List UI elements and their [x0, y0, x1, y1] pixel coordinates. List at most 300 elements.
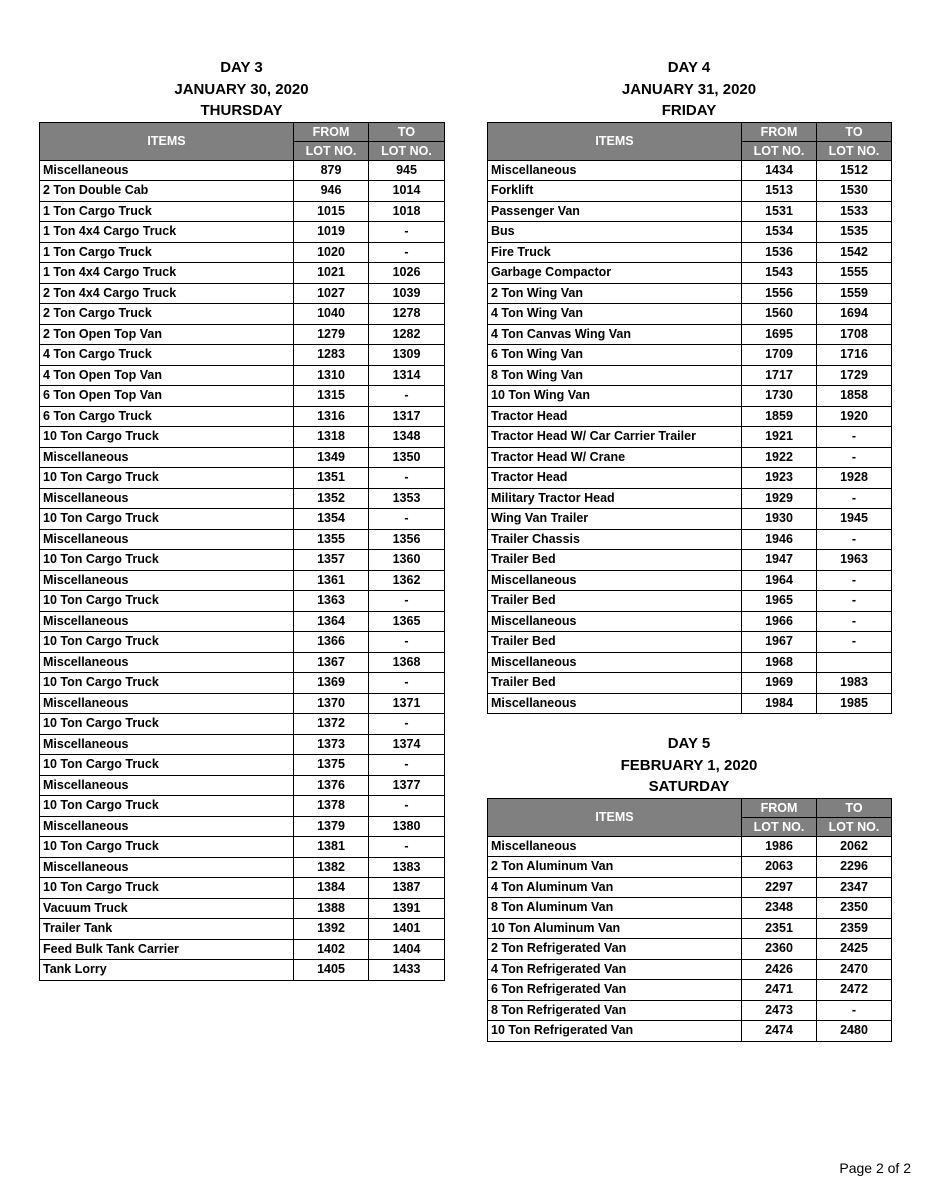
item-cell: Trailer Bed [488, 632, 742, 653]
from-lot-cell: 2348 [742, 898, 817, 919]
to-lot-cell: 1377 [369, 775, 445, 796]
item-cell: 8 Ton Refrigerated Van [488, 1000, 742, 1021]
table-row [40, 898, 445, 919]
table-row [488, 222, 892, 243]
to-lot-cell: 1371 [369, 693, 445, 714]
table-row [488, 488, 892, 509]
from-lot-cell: 1349 [294, 447, 369, 468]
item-cell: Bus [488, 222, 742, 243]
item-cell: 10 Ton Refrigerated Van [488, 1021, 742, 1042]
day5-heading [487, 733, 891, 798]
to-lot-cell: - [817, 1000, 892, 1021]
item-cell: 4 Ton Cargo Truck [40, 345, 294, 366]
from-lot-cell: 1361 [294, 570, 369, 591]
to-header: TO [817, 798, 892, 817]
item-cell: Trailer Bed [488, 673, 742, 694]
from-lot-cell: 946 [294, 181, 369, 202]
table-row [40, 406, 445, 427]
from-lot-cell: 1021 [294, 263, 369, 284]
table-row [40, 693, 445, 714]
to-lot-no-header: LOT NO. [817, 817, 892, 836]
from-lot-cell: 1405 [294, 960, 369, 981]
from-lot-cell: 1279 [294, 324, 369, 345]
item-cell: Miscellaneous [40, 611, 294, 632]
table-row [40, 488, 445, 509]
to-lot-cell: 1368 [369, 652, 445, 673]
item-cell: Miscellaneous [40, 816, 294, 837]
from-lot-cell: 1372 [294, 714, 369, 735]
from-lot-cell: 1384 [294, 878, 369, 899]
to-lot-cell: - [369, 242, 445, 263]
to-lot-cell: - [817, 529, 892, 550]
item-cell: 10 Ton Wing Van [488, 386, 742, 407]
from-header: FROM [294, 122, 369, 141]
to-lot-cell: 1858 [817, 386, 892, 407]
item-cell: Miscellaneous [40, 734, 294, 755]
item-cell: 10 Ton Cargo Truck [40, 591, 294, 612]
from-lot-cell: 2473 [742, 1000, 817, 1021]
to-lot-cell: 2472 [817, 980, 892, 1001]
table-row [40, 570, 445, 591]
table-row [488, 980, 892, 1001]
to-lot-no-header: LOT NO. [817, 141, 892, 160]
to-lot-cell: - [369, 714, 445, 735]
table-row [488, 877, 892, 898]
to-lot-cell [817, 652, 892, 673]
items-header: ITEMS [40, 122, 294, 160]
from-lot-cell: 1969 [742, 673, 817, 694]
from-lot-cell: 1536 [742, 242, 817, 263]
day4-date: JANUARY 31, 2020 [621, 80, 757, 98]
from-lot-cell: 1513 [742, 181, 817, 202]
table-row [488, 427, 892, 448]
item-cell: Trailer Tank [40, 919, 294, 940]
from-header: FROM [742, 122, 817, 141]
table-row [40, 796, 445, 817]
to-lot-cell: 1985 [817, 693, 892, 714]
item-cell: Trailer Bed [488, 591, 742, 612]
table-row [40, 427, 445, 448]
table-row [40, 283, 445, 304]
item-cell: Trailer Bed [488, 550, 742, 571]
table-row [40, 816, 445, 837]
from-lot-cell: 1376 [294, 775, 369, 796]
table-row [488, 939, 892, 960]
table-row [488, 693, 892, 714]
table-row [488, 1000, 892, 1021]
to-lot-cell: 1920 [817, 406, 892, 427]
from-lot-cell: 1709 [742, 345, 817, 366]
table-row [40, 181, 445, 202]
item-cell: 4 Ton Wing Van [488, 304, 742, 325]
table-row [40, 345, 445, 366]
from-lot-cell: 1378 [294, 796, 369, 817]
from-lot-cell: 879 [294, 160, 369, 181]
to-lot-cell: 1018 [369, 201, 445, 222]
to-lot-cell: 1353 [369, 488, 445, 509]
items-header: ITEMS [488, 122, 742, 160]
day5-weekday: SATURDAY [648, 778, 730, 795]
from-lot-cell: 1964 [742, 570, 817, 591]
item-cell: 10 Ton Cargo Truck [40, 632, 294, 653]
from-lot-cell: 2471 [742, 980, 817, 1001]
from-lot-cell: 1531 [742, 201, 817, 222]
table-row [488, 857, 892, 878]
item-cell: 2 Ton Wing Van [488, 283, 742, 304]
item-cell: Miscellaneous [488, 570, 742, 591]
day4-heading [487, 57, 891, 122]
from-lot-no-header: LOT NO. [742, 817, 817, 836]
table-row [40, 714, 445, 735]
to-lot-cell: 1314 [369, 365, 445, 386]
from-lot-cell: 2474 [742, 1021, 817, 1042]
table-row [488, 673, 892, 694]
item-cell: Miscellaneous [40, 447, 294, 468]
to-lot-cell: 2062 [817, 836, 892, 857]
to-lot-cell: - [369, 673, 445, 694]
from-header: FROM [742, 798, 817, 817]
item-cell: Miscellaneous [488, 611, 742, 632]
to-lot-cell: 1309 [369, 345, 445, 366]
day3-heading [39, 57, 444, 122]
from-lot-cell: 1534 [742, 222, 817, 243]
from-lot-cell: 1020 [294, 242, 369, 263]
item-cell: Miscellaneous [488, 836, 742, 857]
to-lot-cell: 1282 [369, 324, 445, 345]
table-row [40, 447, 445, 468]
from-lot-cell: 1310 [294, 365, 369, 386]
day3-table [39, 122, 445, 981]
from-lot-cell: 1283 [294, 345, 369, 366]
day3-date: JANUARY 30, 2020 [174, 80, 309, 98]
from-lot-cell: 1382 [294, 857, 369, 878]
table-row [40, 201, 445, 222]
to-lot-cell: 1512 [817, 160, 892, 181]
table-row [40, 734, 445, 755]
from-lot-no-header: LOT NO. [294, 141, 369, 160]
from-lot-cell: 1379 [294, 816, 369, 837]
from-lot-cell: 1930 [742, 509, 817, 530]
item-cell: Miscellaneous [488, 652, 742, 673]
to-lot-cell: 2296 [817, 857, 892, 878]
to-lot-cell: 1387 [369, 878, 445, 899]
day3-section [39, 57, 444, 981]
item-cell: Miscellaneous [40, 488, 294, 509]
to-lot-cell: 1362 [369, 570, 445, 591]
to-lot-cell: 1391 [369, 898, 445, 919]
item-cell: Trailer Chassis [488, 529, 742, 550]
to-lot-cell: 2359 [817, 918, 892, 939]
item-cell: 1 Ton Cargo Truck [40, 201, 294, 222]
from-lot-cell: 2351 [742, 918, 817, 939]
table-row [40, 222, 445, 243]
to-lot-cell: 1530 [817, 181, 892, 202]
day4-table [487, 122, 892, 715]
from-lot-no-header: LOT NO. [742, 141, 817, 160]
to-lot-cell: 1401 [369, 919, 445, 940]
table-row [40, 509, 445, 530]
item-cell: 1 Ton 4x4 Cargo Truck [40, 263, 294, 284]
table-row [40, 673, 445, 694]
table-row [488, 918, 892, 939]
table-row [40, 652, 445, 673]
item-cell: 10 Ton Cargo Truck [40, 509, 294, 530]
from-lot-cell: 1366 [294, 632, 369, 653]
item-cell: Fire Truck [488, 242, 742, 263]
to-lot-cell: 1963 [817, 550, 892, 571]
item-cell: 10 Ton Cargo Truck [40, 427, 294, 448]
day3-day-label: DAY 3 [220, 59, 263, 76]
from-lot-cell: 1040 [294, 304, 369, 325]
from-lot-cell: 1364 [294, 611, 369, 632]
table-row [488, 652, 892, 673]
item-cell: Miscellaneous [40, 652, 294, 673]
item-cell: 2 Ton Double Cab [40, 181, 294, 202]
from-lot-cell: 1556 [742, 283, 817, 304]
from-lot-cell: 1392 [294, 919, 369, 940]
to-lot-cell: 1533 [817, 201, 892, 222]
from-lot-cell: 1352 [294, 488, 369, 509]
item-cell: Forklift [488, 181, 742, 202]
from-lot-cell: 1370 [294, 693, 369, 714]
table-row [488, 386, 892, 407]
item-cell: Tank Lorry [40, 960, 294, 981]
table-row [488, 345, 892, 366]
from-lot-cell: 1027 [294, 283, 369, 304]
table-row [488, 406, 892, 427]
item-cell: 2 Ton Refrigerated Van [488, 939, 742, 960]
to-lot-cell: - [817, 632, 892, 653]
to-lot-cell: 1729 [817, 365, 892, 386]
table-row [488, 1021, 892, 1042]
page-number: Page 2 of 2 [839, 1160, 911, 1176]
from-lot-cell: 1947 [742, 550, 817, 571]
table-row [40, 263, 445, 284]
to-lot-cell: 1383 [369, 857, 445, 878]
table-row [488, 959, 892, 980]
item-cell: Miscellaneous [40, 693, 294, 714]
to-lot-cell: - [817, 591, 892, 612]
item-cell: Garbage Compactor [488, 263, 742, 284]
item-cell: 2 Ton 4x4 Cargo Truck [40, 283, 294, 304]
table-row [40, 160, 445, 181]
table-row [488, 263, 892, 284]
to-lot-cell: 2425 [817, 939, 892, 960]
to-lot-cell: - [817, 570, 892, 591]
from-lot-cell: 1929 [742, 488, 817, 509]
to-lot-cell: 1983 [817, 673, 892, 694]
from-lot-cell: 2360 [742, 939, 817, 960]
from-lot-cell: 1318 [294, 427, 369, 448]
from-lot-cell: 1373 [294, 734, 369, 755]
table-row [40, 365, 445, 386]
item-cell: 10 Ton Cargo Truck [40, 714, 294, 735]
to-lot-cell: - [369, 796, 445, 817]
to-header: TO [369, 122, 445, 141]
to-lot-cell: 1404 [369, 939, 445, 960]
item-cell: 6 Ton Wing Van [488, 345, 742, 366]
to-lot-cell: 1374 [369, 734, 445, 755]
to-lot-cell: 1350 [369, 447, 445, 468]
table-row [40, 242, 445, 263]
from-lot-cell: 2063 [742, 857, 817, 878]
item-cell: 10 Ton Cargo Truck [40, 755, 294, 776]
to-lot-cell: 2347 [817, 877, 892, 898]
table-row [40, 591, 445, 612]
from-lot-cell: 1986 [742, 836, 817, 857]
to-lot-cell: - [369, 591, 445, 612]
table-row [40, 304, 445, 325]
to-lot-cell: 1535 [817, 222, 892, 243]
to-lot-cell: 945 [369, 160, 445, 181]
day4-day-label: DAY 4 [667, 59, 711, 76]
to-lot-cell: - [369, 386, 445, 407]
to-lot-cell: 1928 [817, 468, 892, 489]
table-row [488, 898, 892, 919]
to-lot-cell: 1356 [369, 529, 445, 550]
from-lot-cell: 1923 [742, 468, 817, 489]
to-lot-cell: 2480 [817, 1021, 892, 1042]
to-lot-cell: 1542 [817, 242, 892, 263]
table-row [40, 468, 445, 489]
from-lot-cell: 1019 [294, 222, 369, 243]
item-cell: 10 Ton Aluminum Van [488, 918, 742, 939]
from-lot-cell: 1859 [742, 406, 817, 427]
to-lot-cell: - [369, 468, 445, 489]
item-cell: Passenger Van [488, 201, 742, 222]
item-cell: 1 Ton Cargo Truck [40, 242, 294, 263]
to-lot-cell: 1694 [817, 304, 892, 325]
item-cell: 8 Ton Wing Van [488, 365, 742, 386]
from-lot-cell: 2297 [742, 877, 817, 898]
to-lot-cell: 1348 [369, 427, 445, 448]
from-lot-cell: 1351 [294, 468, 369, 489]
from-lot-cell: 1967 [742, 632, 817, 653]
from-lot-cell: 1965 [742, 591, 817, 612]
to-lot-cell: - [369, 509, 445, 530]
to-lot-cell: 1716 [817, 345, 892, 366]
to-lot-cell: 1559 [817, 283, 892, 304]
from-lot-cell: 1381 [294, 837, 369, 858]
to-lot-cell: 1360 [369, 550, 445, 571]
from-lot-cell: 2426 [742, 959, 817, 980]
item-cell: 10 Ton Cargo Truck [40, 796, 294, 817]
to-lot-cell: 1317 [369, 406, 445, 427]
from-lot-cell: 1369 [294, 673, 369, 694]
from-lot-cell: 1355 [294, 529, 369, 550]
from-lot-cell: 1315 [294, 386, 369, 407]
from-lot-cell: 1984 [742, 693, 817, 714]
table-row [40, 529, 445, 550]
to-header: TO [817, 122, 892, 141]
item-cell: 10 Ton Cargo Truck [40, 468, 294, 489]
from-lot-cell: 1966 [742, 611, 817, 632]
item-cell: 4 Ton Refrigerated Van [488, 959, 742, 980]
item-cell: 6 Ton Refrigerated Van [488, 980, 742, 1001]
table-row [488, 611, 892, 632]
to-lot-cell: 2470 [817, 959, 892, 980]
table-row [488, 160, 892, 181]
item-cell: 4 Ton Open Top Van [40, 365, 294, 386]
to-lot-cell: - [817, 488, 892, 509]
from-lot-cell: 1388 [294, 898, 369, 919]
to-lot-cell: - [817, 427, 892, 448]
table-row [40, 837, 445, 858]
table-row [488, 242, 892, 263]
to-lot-cell: - [817, 447, 892, 468]
table-row [488, 468, 892, 489]
day5-date: FEBRUARY 1, 2020 [620, 756, 758, 774]
from-lot-cell: 1357 [294, 550, 369, 571]
table-row [40, 324, 445, 345]
day5-table [487, 798, 892, 1042]
table-row [40, 775, 445, 796]
table-row [40, 857, 445, 878]
item-cell: Vacuum Truck [40, 898, 294, 919]
from-lot-cell: 1402 [294, 939, 369, 960]
from-lot-cell: 1375 [294, 755, 369, 776]
table-row [40, 919, 445, 940]
from-lot-cell: 1354 [294, 509, 369, 530]
item-cell: Miscellaneous [40, 775, 294, 796]
table-row [488, 550, 892, 571]
item-cell: 1 Ton 4x4 Cargo Truck [40, 222, 294, 243]
table-row [488, 324, 892, 345]
day5-day-label: DAY 5 [667, 735, 711, 752]
item-cell: Miscellaneous [40, 570, 294, 591]
item-cell: Miscellaneous [40, 529, 294, 550]
from-lot-cell: 1717 [742, 365, 817, 386]
item-cell: Tractor Head [488, 406, 742, 427]
item-cell: 10 Ton Cargo Truck [40, 673, 294, 694]
item-cell: 4 Ton Aluminum Van [488, 877, 742, 898]
to-lot-no-header: LOT NO. [369, 141, 445, 160]
table-row [488, 365, 892, 386]
to-lot-cell: - [817, 611, 892, 632]
table-row [488, 836, 892, 857]
from-lot-cell: 1316 [294, 406, 369, 427]
from-lot-cell: 1922 [742, 447, 817, 468]
from-lot-cell: 1560 [742, 304, 817, 325]
table-row [40, 611, 445, 632]
to-lot-cell: 1555 [817, 263, 892, 284]
table-row [488, 283, 892, 304]
from-lot-cell: 1367 [294, 652, 369, 673]
table-row [488, 181, 892, 202]
table-row [488, 632, 892, 653]
to-lot-cell: 1433 [369, 960, 445, 981]
item-cell: Miscellaneous [488, 693, 742, 714]
day4-weekday: FRIDAY [661, 102, 717, 119]
day4-section [487, 57, 891, 714]
item-cell: 6 Ton Cargo Truck [40, 406, 294, 427]
from-lot-cell: 1730 [742, 386, 817, 407]
item-cell: Military Tractor Head [488, 488, 742, 509]
table-row [40, 960, 445, 981]
table-row [488, 304, 892, 325]
table-row [40, 632, 445, 653]
from-lot-cell: 1543 [742, 263, 817, 284]
from-lot-cell: 1363 [294, 591, 369, 612]
item-cell: 10 Ton Cargo Truck [40, 878, 294, 899]
from-lot-cell: 1695 [742, 324, 817, 345]
to-lot-cell: 2350 [817, 898, 892, 919]
table-row [488, 529, 892, 550]
item-cell: 6 Ton Open Top Van [40, 386, 294, 407]
from-lot-cell: 1946 [742, 529, 817, 550]
table-row [488, 509, 892, 530]
to-lot-cell: 1014 [369, 181, 445, 202]
